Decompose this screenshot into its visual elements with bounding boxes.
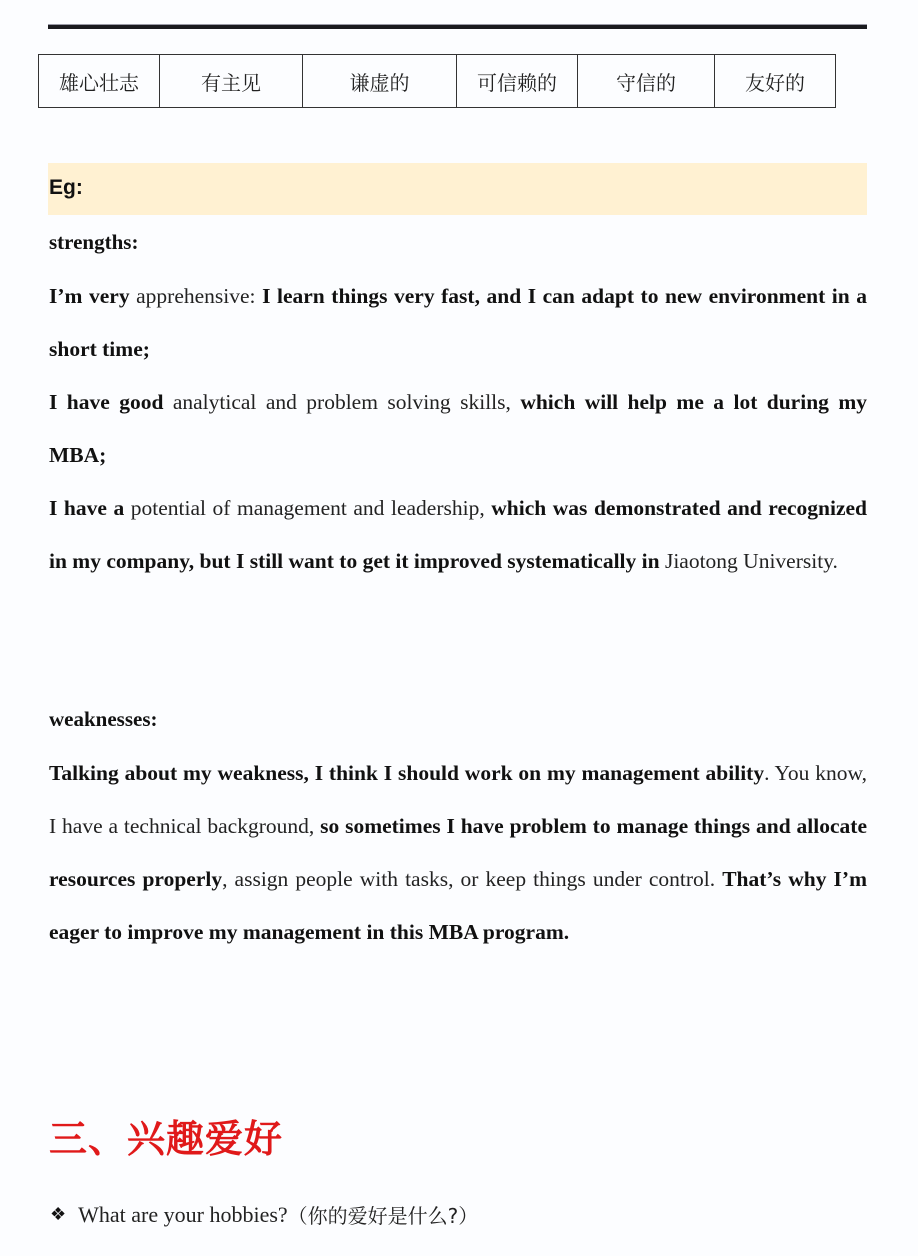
text-segment: . You know, I have a technical background, — [49, 761, 867, 838]
trait-cell-modest: 谦虚的 — [303, 55, 457, 108]
example-label: Eg: — [49, 176, 83, 199]
text-segment: potential of management and leadership, — [130, 496, 492, 520]
text-segment: which was demonstrated and recognized in my company, but I still want to get it improved systematically in — [49, 496, 868, 573]
text-segment: so sometimes I have problem to manage things and allocate resources properly — [49, 814, 867, 891]
text-segment: apprehensive: — [136, 284, 263, 308]
strengths-heading: strengths: — [49, 230, 139, 254]
trait-cell-reliable: 可信赖的 — [457, 55, 578, 108]
trait-cell-opinionated: 有主见 — [160, 55, 303, 108]
question-text-en: What are your hobbies? — [78, 1201, 288, 1227]
text-segment: Jiaotong University. — [664, 549, 838, 573]
trait-cell-trustworthy: 守信的 — [578, 55, 715, 108]
strength-paragraph-2 — [49, 376, 867, 482]
text-segment: I have a — [49, 496, 131, 520]
strength-paragraph-1 — [49, 270, 867, 376]
text-segment: which will help me a lot during my MBA; — [49, 390, 867, 467]
strength-paragraph-3 — [49, 482, 867, 588]
text-segment: I learn things very fast, and I can adapt to new environment in a short time; — [49, 284, 867, 361]
text-segment: , assign people with tasks, or keep things under control. — [222, 867, 723, 891]
table-row — [39, 55, 836, 108]
text-segment: Talking about my weakness, I think I should work on my management ability — [49, 761, 765, 785]
example-highlight-bar — [48, 163, 867, 215]
traits-table — [38, 54, 836, 108]
weakness-paragraph — [49, 747, 867, 959]
trait-cell-ambitious: 雄心壮志 — [39, 55, 160, 108]
text-segment: analytical and problem solving skills, — [172, 390, 521, 414]
weaknesses-heading: weaknesses: — [49, 707, 158, 731]
trait-cell-friendly: 友好的 — [715, 55, 836, 108]
text-segment: I’m very — [49, 284, 137, 308]
hobbies-question — [50, 1200, 478, 1229]
diamond-bullet-icon: ❖ — [50, 1204, 67, 1224]
section-title-hobbies: 三、兴趣爱好 — [49, 1117, 284, 1161]
text-segment: I have good — [49, 390, 173, 414]
question-text-cn: （你的爱好是什么?） — [287, 1204, 479, 1228]
top-divider — [48, 24, 867, 29]
text-segment: That’s why I’m eager to improve my management in this MBA program. — [49, 867, 867, 944]
